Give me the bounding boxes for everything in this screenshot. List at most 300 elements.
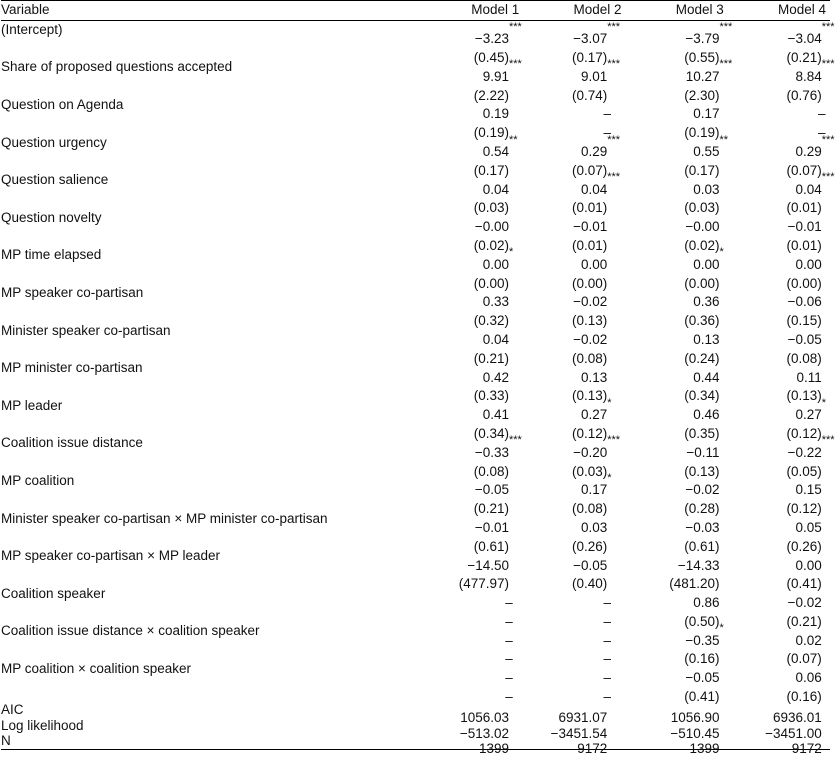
estimate-model-4 (728, 246, 830, 272)
estimate-model-2 (523, 171, 625, 197)
cell-value: (0.34) (473, 425, 509, 441)
cell-value: 0.86 (693, 595, 720, 611)
cell-value: (0.32) (473, 313, 509, 329)
estimate-model-3 (626, 510, 728, 535)
cell-value: (0.24) (684, 350, 720, 366)
cell-value: (0.19) (684, 125, 720, 141)
cell-value: (0.00) (684, 275, 720, 291)
variable-label: Coalition issue distance (1, 435, 143, 451)
table-row (1, 622, 830, 641)
cell-value: 0.19 (482, 106, 509, 122)
estimate-model-3 (626, 359, 728, 385)
cell-value: (0.13) (571, 313, 608, 329)
standard-error-model-4 (728, 641, 830, 667)
estimate-model-2 (523, 246, 625, 272)
standard-error-model-3 (626, 340, 728, 366)
cell-value: – (603, 689, 612, 705)
estimate-model-1 (421, 434, 523, 460)
cell-value: (0.03) (684, 200, 720, 216)
significance-stars: *** (509, 58, 522, 71)
standard-error-model-4 (728, 77, 830, 103)
variable-label: Question urgency (1, 134, 107, 150)
cell-value: – (505, 670, 513, 686)
standard-error-model-3 (626, 265, 728, 291)
standard-error-model-3 (626, 604, 728, 629)
table-row (1, 585, 830, 604)
table-row (1, 134, 830, 153)
standard-error-model-3 (626, 228, 728, 253)
cell-value: – (603, 670, 612, 686)
cell-value: −3.07 (573, 31, 608, 47)
fit-statistic-label: N (1, 733, 421, 749)
cell-value: (0.07) (571, 162, 608, 178)
cell-value: (0.21) (473, 350, 509, 366)
cell-value: (0.33) (473, 388, 509, 404)
estimate-model-4 (728, 359, 830, 385)
standard-error-model-4 (728, 265, 830, 291)
estimate-model-1 (421, 58, 523, 84)
standard-error-model-3 (626, 303, 728, 329)
cell-value: 0.55 (693, 143, 720, 159)
cell-value: (0.26) (571, 538, 608, 554)
cell-value: 9.01 (580, 68, 608, 84)
standard-error-row (1, 528, 830, 547)
cell-value: (0.13) (684, 463, 720, 479)
cell-value: −0.06 (787, 294, 822, 310)
table-body (1, 20, 835, 757)
cell-value: (477.97) (458, 576, 509, 592)
fit-value-model-2 (523, 702, 625, 726)
standard-error-model-1 (421, 152, 523, 178)
standard-error-model-1 (421, 378, 523, 404)
cell-value: (0.34) (684, 388, 720, 404)
estimate-model-4 (728, 585, 830, 611)
estimate-model-2 (523, 20, 625, 47)
cell-value: −14.50 (467, 557, 509, 573)
model-3-header: Model 3 (675, 2, 724, 17)
cell-value: (0.13) (786, 388, 822, 404)
fit-statistic-label: Log likelihood (1, 717, 84, 733)
cell-value: (0.55) (684, 49, 720, 65)
cell-value: (0.15) (786, 313, 822, 329)
cell-value: (0.21) (786, 613, 822, 629)
standard-error-model-3 (626, 152, 728, 178)
cell-value: (0.01) (786, 200, 822, 216)
cell-value: 0.03 (693, 181, 720, 197)
cell-value: −513.02 (459, 725, 509, 741)
standard-error-model-3 (626, 378, 728, 404)
estimate-model-2 (523, 209, 625, 235)
standard-error-row (1, 604, 830, 623)
variable-label: Question novelty (1, 209, 102, 225)
estimate-model-3 (626, 171, 728, 197)
variable-label: Coalition speaker (1, 585, 106, 601)
cell-value: 6931.07 (558, 710, 608, 726)
estimate-model-3 (626, 58, 733, 84)
cell-value: 0.33 (482, 294, 509, 310)
standard-error-model-2 (523, 491, 625, 517)
standard-error-model-2 (523, 265, 625, 291)
fit-value-model-3 (626, 718, 728, 741)
cell-value: −0.03 (685, 519, 720, 535)
variable-label: MP time elapsed (1, 247, 102, 263)
standard-error-model-2 (523, 303, 625, 329)
cell-value: −0.01 (474, 519, 509, 535)
estimate-model-3 (626, 585, 728, 611)
estimate-model-2 (523, 547, 625, 573)
table-row (1, 58, 830, 77)
standard-error-row (1, 303, 830, 322)
variable-label: (Intercept) (1, 21, 63, 37)
table-row (1, 660, 830, 679)
cell-value: 0.13 (693, 331, 720, 347)
cell-value: (0.40) (571, 576, 608, 592)
cell-value: −0.01 (787, 219, 822, 235)
cell-value: (0.50) (684, 613, 720, 629)
table-row (1, 171, 830, 190)
model-2-header: Model 2 (573, 2, 622, 17)
standard-error-model-3 (626, 566, 728, 592)
cell-value: (0.19) (473, 125, 509, 141)
cell-value: 0.27 (795, 407, 822, 423)
significance-stars: * (719, 246, 724, 259)
cell-value: (0.35) (684, 425, 720, 441)
cell-value: (0.08) (571, 501, 608, 517)
standard-error-model-3 (626, 416, 728, 441)
estimate-model-1 (421, 622, 523, 648)
standard-error-model-1 (421, 453, 523, 479)
cell-value: 0.11 (796, 369, 822, 385)
cell-value: (0.03) (571, 463, 608, 479)
estimate-model-1 (421, 397, 523, 423)
estimate-model-2 (523, 322, 625, 347)
cell-value: −3.79 (685, 31, 720, 47)
significance-stars: *** (821, 20, 835, 33)
cell-value: 0.36 (693, 294, 720, 310)
table-row (1, 284, 830, 303)
standard-error-model-3 (626, 528, 728, 554)
cell-value: −0.02 (573, 294, 608, 310)
cell-value: 0.00 (482, 256, 509, 272)
cell-value: −0.20 (573, 444, 608, 460)
standard-error-model-3 (626, 190, 728, 216)
cell-value: −510.45 (670, 725, 720, 741)
cell-value: 0.04 (482, 181, 509, 197)
estimate-model-4 (728, 547, 830, 573)
estimate-model-2 (523, 585, 625, 611)
estimate-model-1 (421, 96, 523, 122)
estimate-model-3 (626, 96, 728, 122)
estimate-model-3 (626, 622, 728, 648)
significance-stars: *** (821, 434, 835, 447)
estimate-model-1 (421, 660, 523, 686)
estimate-model-3 (626, 209, 728, 235)
cell-value: −0.02 (573, 331, 608, 347)
fit-value-model-4 (728, 718, 830, 741)
standard-error-model-4 (728, 566, 830, 592)
standard-error-row (1, 40, 830, 59)
fit-statistic-label: AIC (1, 702, 24, 718)
standard-error-model-2 (523, 340, 625, 366)
estimate-model-2 (523, 58, 625, 84)
cell-value: – (603, 613, 612, 629)
fit-value-model-2 (523, 733, 625, 757)
cell-value: (0.41) (684, 689, 720, 705)
estimate-model-2 (523, 510, 625, 535)
cell-value: 8.84 (795, 68, 822, 84)
cell-value: – (505, 595, 513, 611)
estimate-model-4 (728, 472, 830, 498)
standard-error-model-1 (421, 190, 523, 216)
significance-stars: *** (607, 434, 621, 447)
cell-value: (0.05) (786, 463, 822, 479)
cell-value: 0.00 (795, 256, 822, 272)
cell-value: – (817, 125, 826, 141)
standard-error-model-1 (421, 340, 523, 366)
estimate-model-2 (523, 660, 625, 686)
estimate-model-1 (421, 171, 523, 197)
standard-error-row (1, 641, 830, 660)
cell-value: 6936.01 (772, 710, 822, 726)
significance-stars: *** (509, 20, 522, 33)
fit-statistic-row (1, 702, 830, 718)
cell-value: 0.06 (795, 670, 822, 686)
standard-error-row (1, 190, 830, 209)
standard-error-model-1 (421, 228, 523, 253)
cell-value: (0.16) (684, 651, 720, 667)
cell-value: 0.42 (482, 369, 509, 385)
fit-value-model-3 (626, 702, 728, 726)
table-row (1, 434, 830, 453)
cell-value: – (505, 689, 513, 705)
standard-error-row (1, 453, 830, 472)
estimate-model-4 (728, 96, 830, 122)
cell-value: 1399 (689, 741, 720, 757)
estimate-model-1 (421, 510, 523, 535)
cell-value: (0.28) (684, 501, 720, 517)
standard-error-model-2 (523, 228, 625, 253)
cell-value: (0.00) (786, 275, 822, 291)
estimate-model-1 (421, 359, 523, 385)
cell-value: – (603, 651, 612, 667)
standard-error-model-4 (728, 40, 830, 65)
cell-value: −0.00 (474, 219, 509, 235)
standard-error-model-2 (523, 566, 625, 592)
cell-value: 0.46 (693, 407, 720, 423)
standard-error-row (1, 378, 830, 397)
significance-stars: *** (719, 58, 733, 71)
cell-value: −0.05 (573, 557, 608, 573)
cell-value: 1399 (478, 741, 509, 757)
cell-value: (0.21) (786, 49, 822, 65)
cell-value: – (505, 632, 513, 648)
table-row (1, 510, 830, 529)
table-row (1, 209, 830, 228)
standard-error-model-1 (421, 77, 523, 103)
standard-error-model-4 (728, 604, 830, 629)
cell-value: (0.61) (473, 538, 509, 554)
estimate-model-4 (728, 171, 835, 197)
estimate-model-3 (626, 20, 733, 47)
cell-value: 10.27 (685, 68, 720, 84)
standard-error-model-3 (626, 40, 728, 65)
cell-value: 0.05 (795, 519, 822, 535)
standard-error-model-4 (728, 491, 830, 517)
variable-label: MP coalition (1, 472, 75, 488)
cell-value: (0.16) (786, 689, 822, 705)
cell-value: – (505, 613, 513, 629)
cell-value: – (603, 595, 612, 611)
cell-value: 0.03 (580, 519, 608, 535)
cell-value: – (603, 106, 612, 122)
estimate-model-3 (626, 284, 728, 310)
cell-value: −0.00 (685, 219, 720, 235)
standard-error-model-2 (523, 77, 625, 103)
estimate-model-2 (523, 434, 625, 460)
cell-value: −3451.54 (550, 725, 608, 741)
cell-value: 0.04 (482, 331, 509, 347)
standard-error-model-2 (523, 679, 625, 705)
fit-value-model-1 (421, 702, 523, 726)
cell-value: 0.00 (795, 557, 822, 573)
cell-value: −14.33 (677, 557, 720, 573)
estimate-model-1 (421, 547, 523, 573)
cell-value: 0.02 (795, 632, 822, 648)
cell-value: (0.17) (684, 162, 720, 178)
cell-value: −3.04 (787, 31, 822, 47)
standard-error-row (1, 265, 830, 284)
estimate-model-3 (626, 397, 728, 423)
cell-value: (0.74) (571, 87, 608, 103)
standard-error-model-1 (421, 641, 523, 667)
estimate-model-3 (626, 322, 728, 347)
variable-label: MP speaker co-partisan × MP leader (1, 548, 220, 564)
table-row (1, 397, 830, 416)
cell-value: 9172 (791, 741, 822, 757)
estimate-model-1 (421, 20, 523, 47)
standard-error-row (1, 340, 830, 359)
standard-error-model-4 (728, 528, 830, 554)
table-row (1, 547, 830, 566)
standard-error-model-2 (523, 641, 625, 667)
variable-header: Variable (1, 2, 50, 17)
significance-stars: * (719, 622, 724, 635)
standard-error-model-1 (421, 265, 523, 291)
regression-table (1, 0, 835, 757)
cell-value: −0.05 (787, 331, 822, 347)
cell-value: −0.02 (685, 482, 720, 498)
header-row (1, 1, 830, 21)
cell-value: (0.02) (473, 237, 509, 253)
cell-value: (0.01) (786, 237, 822, 253)
cell-value: 0.17 (693, 106, 720, 122)
fit-value-model-2 (523, 718, 625, 741)
cell-value: (0.41) (786, 576, 822, 592)
table-row (1, 96, 830, 115)
cell-value: 0.41 (482, 407, 509, 423)
estimate-model-2 (523, 359, 625, 385)
table-row (1, 246, 830, 265)
cell-value: 0.00 (693, 256, 720, 272)
cell-value: −0.33 (474, 444, 509, 460)
cell-value: 0.04 (795, 181, 822, 197)
cell-value: (0.08) (571, 350, 608, 366)
standard-error-model-3 (626, 491, 728, 517)
estimate-model-3 (626, 434, 728, 460)
cell-value: – (505, 651, 513, 667)
standard-error-model-2 (523, 528, 625, 554)
standard-error-model-1 (421, 416, 523, 441)
cell-value: 9172 (577, 741, 608, 757)
variable-label: Minister speaker co-partisan × MP minister co-partisan (1, 510, 328, 526)
cell-value: (0.03) (473, 200, 509, 216)
cell-value: 9.91 (482, 68, 509, 84)
estimate-model-4 (728, 434, 835, 460)
estimate-model-1 (421, 246, 523, 272)
estimate-model-4 (728, 20, 835, 47)
cell-value: 0.29 (580, 143, 608, 159)
cell-value: (0.08) (786, 350, 822, 366)
significance-stars: *** (607, 171, 621, 184)
significance-stars: ** (509, 133, 518, 146)
standard-error-model-4 (728, 340, 830, 366)
cell-value: 0.15 (795, 482, 822, 498)
fit-value-model-3 (626, 733, 728, 757)
estimate-model-4 (728, 284, 830, 310)
estimate-model-2 (523, 622, 625, 648)
standard-error-row (1, 416, 830, 435)
cell-value: −3451.00 (765, 725, 822, 741)
significance-stars: *** (607, 20, 621, 33)
cell-value: (0.07) (786, 162, 822, 178)
standard-error-model-3 (626, 77, 728, 103)
standard-error-model-4 (728, 115, 830, 141)
cell-value: 0.17 (580, 482, 608, 498)
estimate-model-4 (728, 58, 835, 84)
cell-value: (0.61) (684, 538, 720, 554)
table-row (1, 359, 830, 378)
cell-value: 0.27 (580, 407, 608, 423)
significance-stars: * (821, 396, 827, 409)
cell-value: 0.54 (482, 143, 509, 159)
variable-label: MP leader (1, 397, 63, 413)
cell-value: (0.07) (786, 651, 822, 667)
fit-statistic-row (1, 733, 830, 749)
standard-error-model-1 (421, 40, 523, 65)
estimate-model-4 (728, 133, 835, 159)
cell-value: (0.00) (473, 275, 509, 291)
cell-value: 0.00 (580, 256, 608, 272)
cell-value: (0.12) (786, 501, 822, 517)
cell-value: (0.76) (786, 87, 822, 103)
standard-error-model-4 (728, 378, 830, 404)
estimate-model-1 (421, 585, 523, 611)
table-row (1, 322, 830, 341)
estimate-model-3 (626, 660, 728, 686)
standard-error-model-4 (728, 453, 830, 479)
cell-value: −0.01 (573, 219, 608, 235)
variable-label: Coalition issue distance × coalition speaker (1, 623, 260, 639)
cell-value: (2.30) (684, 87, 720, 103)
standard-error-model-3 (626, 641, 728, 667)
standard-error-model-3 (626, 453, 728, 479)
estimate-model-2 (523, 133, 625, 159)
cell-value: −0.35 (685, 632, 720, 648)
cell-value: −3.23 (474, 31, 509, 47)
fit-value-model-4 (728, 733, 830, 757)
estimate-model-3 (626, 547, 728, 573)
significance-stars: *** (821, 58, 835, 71)
